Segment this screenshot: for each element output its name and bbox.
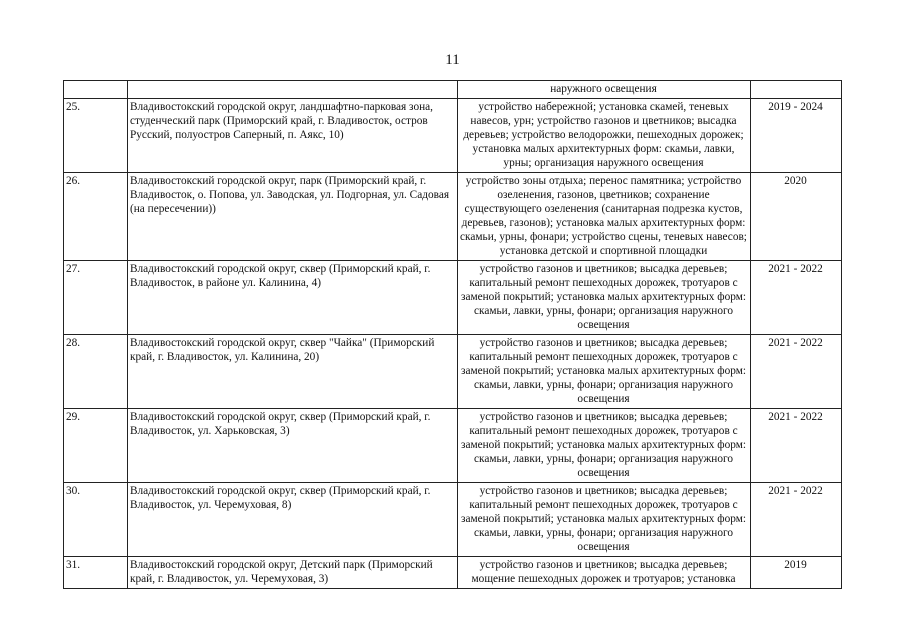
row-object [128, 81, 458, 99]
table-row [64, 557, 842, 589]
row-period: 2021 - 2022 [751, 409, 842, 483]
row-works: устройство газонов и цветников; высадка деревьев; капитальный ремонт пешеходных дорожек, тротуаров с заменой покрытий; установка малых архитектурных форм: скамьи, лавки, урны, фонари; организация наружного освещения [458, 261, 751, 335]
row-works: устройство газонов и цветников; высадка деревьев; капитальный ремонт пешеходных дорожек, тротуаров с заменой покрытий; установка малых архитектурных форм: скамьи, лавки, урны, фонари; организация наружного освещения [458, 483, 751, 557]
row-period: 2019 - 2024 [751, 99, 842, 173]
row-period: 2020 [751, 173, 842, 261]
row-period: 2019 [751, 557, 842, 589]
row-period: 2021 - 2022 [751, 335, 842, 409]
row-object: Владивостокский городской округ, Детский парк (Приморский край, г. Владивосток, ул. Черемуховая, 3) [128, 557, 458, 589]
row-works: устройство набережной; установка скамей, теневых навесов, урн; устройство газонов и цветников; высадка деревьев; устройство велодорожки, пешеходных дорожек; установка малых архитектурных форм: скамьи, лавки, урны; организация наружного освещения [458, 99, 751, 173]
table-row [64, 483, 842, 557]
table-row [64, 99, 842, 173]
page-number: 11 [445, 52, 460, 68]
objects-table [63, 80, 842, 589]
row-period [751, 81, 842, 99]
row-object: Владивостокский городской округ, парк (Приморский край, г. Владивосток, о. Попова, ул. Заводская, ул. Подгорная, ул. Садовая (на пересечении)) [128, 173, 458, 261]
row-number: 26. [64, 173, 128, 261]
row-number [64, 81, 128, 99]
table-row [64, 173, 842, 261]
row-works: наружного освещения [458, 81, 751, 99]
row-works: устройство газонов и цветников; высадка деревьев; мощение пешеходных дорожек и тротуаров; установка [458, 557, 751, 589]
row-period: 2021 - 2022 [751, 261, 842, 335]
row-number: 30. [64, 483, 128, 557]
row-number: 31. [64, 557, 128, 589]
row-object: Владивостокский городской округ, ландшафтно-парковая зона, студенческий парк (Приморский край, г. Владивосток, остров Русский, полуостров Саперный, п. Аякс, 10) [128, 99, 458, 173]
table-row [64, 335, 842, 409]
row-object: Владивостокский городской округ, сквер "Чайка" (Приморский край, г. Владивосток, ул. Калинина, 20) [128, 335, 458, 409]
row-period: 2021 - 2022 [751, 483, 842, 557]
row-number: 27. [64, 261, 128, 335]
row-works: устройство газонов и цветников; высадка деревьев; капитальный ремонт пешеходных дорожек, тротуаров с заменой покрытий; установка малых архитектурных форм: скамьи, лавки, урны, фонари; организация наружного освещения [458, 409, 751, 483]
row-number: 25. [64, 99, 128, 173]
row-number: 29. [64, 409, 128, 483]
row-object: Владивостокский городской округ, сквер (Приморский край, г. Владивосток, ул. Черемуховая, 8) [128, 483, 458, 557]
row-object: Владивостокский городской округ, сквер (Приморский край, г. Владивосток, в районе ул. Калинина, 4) [128, 261, 458, 335]
row-works: устройство газонов и цветников; высадка деревьев; капитальный ремонт пешеходных дорожек, тротуаров с заменой покрытий; установка малых архитектурных форм: скамьи, лавки, урны, фонари; организация наружного освещения [458, 335, 751, 409]
row-works: устройство зоны отдыха; перенос памятника; устройство озеленения, газонов, цветников; сохранение существующего озеленения (санитарная подрезка кустов, деревьев, газонов); установка малых архитектурных форм: скамьи, урны, фонари; устройство сцены, теневых навесов; установка детской и спортивной площадки [458, 173, 751, 261]
row-number: 28. [64, 335, 128, 409]
table-row [64, 261, 842, 335]
table-row [64, 409, 842, 483]
table-row-continuation [64, 81, 842, 99]
row-object: Владивостокский городской округ, сквер (Приморский край, г. Владивосток, ул. Харьковская, 3) [128, 409, 458, 483]
